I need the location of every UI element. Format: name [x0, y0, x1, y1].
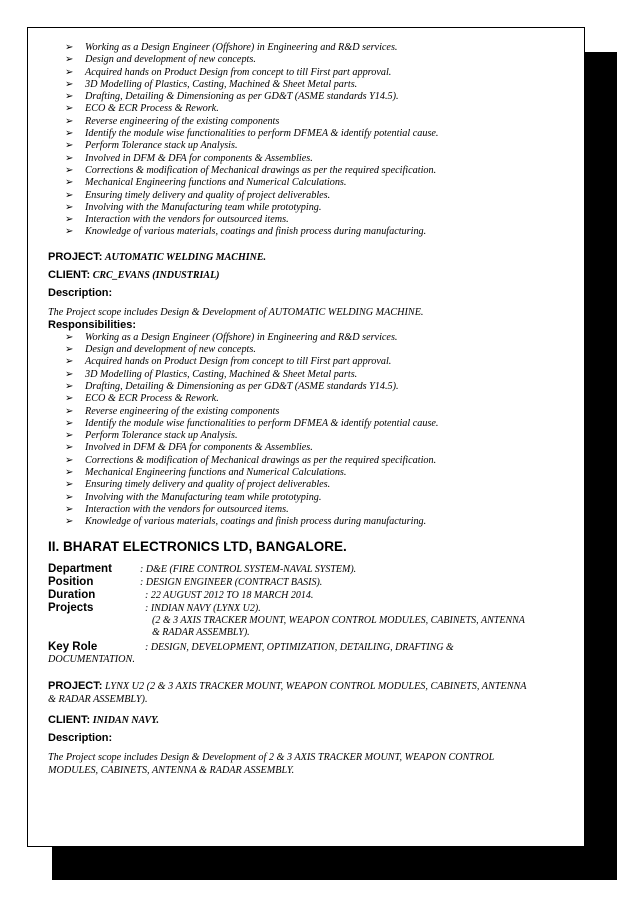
- bullet-item: [65, 393, 568, 405]
- document-page: [27, 27, 585, 847]
- department-row: [48, 563, 568, 576]
- project2-line: [48, 680, 568, 693]
- arrow-bullet-icon: ➢: [65, 201, 74, 213]
- bullet-text: Corrections & modification of Mechanical drawings as per the required specification.: [85, 454, 437, 466]
- bullet-text: Drafting, Detailing & Dimensioning as per GD&T (ASME standards Y14.5).: [85, 91, 399, 103]
- arrow-bullet-icon: ➢: [65, 380, 74, 392]
- project2-value-cont: & RADAR ASSEMBLY).: [48, 693, 148, 705]
- bullet-item: [65, 67, 568, 79]
- duration-value: : 22 AUGUST 2012 TO 18 MARCH 2014.: [145, 589, 314, 601]
- bullet-text: Involved in DFM & DFA for components & Assemblies.: [85, 152, 313, 164]
- bullet-item: [65, 177, 568, 189]
- bullet-text: Identify the module wise functionalities to perform DFMEA & identify potential cause.: [85, 417, 439, 429]
- bullet-item: [65, 153, 568, 165]
- project2-label: PROJECT:: [48, 679, 103, 692]
- project-line: [48, 251, 568, 264]
- arrow-bullet-icon: ➢: [65, 454, 74, 466]
- arrow-bullet-icon: ➢: [65, 66, 74, 78]
- bullet-text: Acquired hands on Product Design from concept to till First part approval.: [85, 66, 392, 78]
- client2-label: CLIENT:: [48, 713, 91, 726]
- bullet-item: [65, 381, 568, 393]
- bullet-item: [65, 479, 568, 491]
- position-value: : DESIGN ENGINEER (CONTRACT BASIS).: [140, 576, 323, 588]
- description-label: Description:: [48, 286, 113, 299]
- duration-label: Duration: [48, 588, 96, 601]
- position-row: [48, 576, 568, 589]
- department-value: : D&E (FIRE CONTROL SYSTEM-NAVAL SYSTEM).: [140, 563, 357, 575]
- bullet-item: [65, 226, 568, 238]
- arrow-bullet-icon: ➢: [65, 516, 74, 528]
- bullet-item: [65, 165, 568, 177]
- bullet-text: Involving with the Manufacturing team while prototyping.: [85, 201, 322, 213]
- bullet-item: [65, 190, 568, 202]
- arrow-bullet-icon: ➢: [65, 91, 74, 103]
- description-text: The Project scope includes Design & Development of AUTOMATIC WELDING MACHINE.: [48, 306, 424, 318]
- bullet-text: Involving with the Manufacturing team while prototyping.: [85, 491, 322, 503]
- bullet-item: [65, 442, 568, 454]
- project2-value: LYNX U2 (2 & 3 AXIS TRACKER MOUNT, WEAPON CONTROL MODULES, CABINETS, ANTENNA: [104, 680, 527, 692]
- projects-value: : INDIAN NAVY (LYNX U2).: [145, 602, 261, 614]
- arrow-bullet-icon: ➢: [65, 393, 74, 405]
- bullet-text: Interaction with the vendors for outsourced items.: [85, 214, 289, 226]
- arrow-bullet-icon: ➢: [65, 356, 74, 368]
- bullet-text: ECO & ECR Process & Rework.: [85, 393, 219, 405]
- bullet-item: [65, 91, 568, 103]
- bullet-text: Ensuring timely delivery and quality of project deliverables.: [85, 479, 331, 491]
- bullet-item: [65, 103, 568, 115]
- bullet-item: [65, 516, 568, 528]
- arrow-bullet-icon: ➢: [65, 344, 74, 356]
- bullet-text: 3D Modelling of Plastics, Casting, Machined & Sheet Metal parts.: [85, 368, 358, 380]
- projects-row: [48, 602, 568, 615]
- bullet-text: Perform Tolerance stack up Analysis.: [85, 140, 238, 152]
- projects-detail-2: & RADAR ASSEMBLY).: [152, 626, 250, 638]
- bullet-text: Identify the module wise functionalities to perform DFMEA & identify potential cause.: [85, 128, 439, 140]
- bullet-item: [65, 356, 568, 368]
- bullet-text: Involved in DFM & DFA for components & Assemblies.: [85, 442, 313, 454]
- bullet-item: [65, 369, 568, 381]
- arrow-bullet-icon: ➢: [65, 115, 74, 127]
- page-content: [48, 42, 568, 777]
- responsibilities-list-previous: [48, 42, 568, 239]
- project-name: AUTOMATIC WELDING MACHINE.: [104, 251, 267, 263]
- bullet-text: Ensuring timely delivery and quality of project deliverables.: [85, 189, 331, 201]
- bullet-item: [65, 214, 568, 226]
- arrow-bullet-icon: ➢: [65, 103, 74, 115]
- arrow-bullet-icon: ➢: [65, 42, 74, 53]
- bullet-text: Interaction with the vendors for outsourced items.: [85, 503, 289, 515]
- arrow-bullet-icon: ➢: [65, 189, 74, 201]
- responsibilities-list: [48, 332, 568, 529]
- bullet-text: Reverse engineering of the existing components: [85, 115, 280, 127]
- bullet-item: [65, 455, 568, 467]
- bullet-text: Corrections & modification of Mechanical drawings as per the required specification.: [85, 164, 437, 176]
- position-label: Position: [48, 575, 94, 588]
- arrow-bullet-icon: ➢: [65, 128, 74, 140]
- bullet-text: Perform Tolerance stack up Analysis.: [85, 430, 238, 442]
- keyrole-value: : DESIGN, DEVELOPMENT, OPTIMIZATION, DETAILING, DRAFTING &: [145, 641, 454, 653]
- keyrole-value-cont: DOCUMENTATION.: [48, 653, 135, 665]
- duration-row: [48, 589, 568, 602]
- bullet-text: Design and development of new concepts.: [85, 344, 256, 356]
- arrow-bullet-icon: ➢: [65, 479, 74, 491]
- arrow-bullet-icon: ➢: [65, 503, 74, 515]
- bullet-text: Working as a Design Engineer (Offshore) in Engineering and R&D services.: [85, 42, 398, 53]
- arrow-bullet-icon: ➢: [65, 430, 74, 442]
- bullet-item: [65, 467, 568, 479]
- responsibilities-label: Responsibilities:: [48, 318, 137, 331]
- bullet-item: [65, 116, 568, 128]
- bullet-item: [65, 492, 568, 504]
- bullet-text: Acquired hands on Product Design from concept to till First part approval.: [85, 356, 392, 368]
- department-label: Department: [48, 562, 112, 575]
- arrow-bullet-icon: ➢: [65, 405, 74, 417]
- arrow-bullet-icon: ➢: [65, 442, 74, 454]
- client-line: [48, 269, 568, 282]
- arrow-bullet-icon: ➢: [65, 78, 74, 90]
- bullet-text: 3D Modelling of Plastics, Casting, Machined & Sheet Metal parts.: [85, 78, 358, 90]
- arrow-bullet-icon: ➢: [65, 226, 74, 238]
- bullet-item: [65, 202, 568, 214]
- bullet-text: Working as a Design Engineer (Offshore) in Engineering and R&D services.: [85, 331, 398, 343]
- bullet-item: [65, 504, 568, 516]
- arrow-bullet-icon: ➢: [65, 214, 74, 226]
- bullet-text: Mechanical Engineering functions and Numerical Calculations.: [85, 467, 347, 479]
- bullet-text: Knowledge of various materials, coatings and finish process during manufacturing.: [85, 516, 427, 528]
- arrow-bullet-icon: ➢: [65, 467, 74, 479]
- bullet-text: Mechanical Engineering functions and Numerical Calculations.: [85, 177, 347, 189]
- company-heading: II. BHARAT ELECTRONICS LTD, BANGALORE.: [48, 538, 347, 554]
- bullet-text: ECO & ECR Process & Rework.: [85, 103, 219, 115]
- bullet-text: Reverse engineering of the existing components: [85, 405, 280, 417]
- arrow-bullet-icon: ➢: [65, 140, 74, 152]
- keyrole-label: Key Role: [48, 640, 98, 653]
- bullet-item: [65, 332, 568, 344]
- client2-name: INIDAN NAVY.: [92, 714, 160, 726]
- bullet-text: Knowledge of various materials, coatings and finish process during manufacturing.: [85, 226, 427, 238]
- bullet-item: [65, 418, 568, 430]
- arrow-bullet-icon: ➢: [65, 54, 74, 66]
- client2-line: [48, 714, 568, 727]
- bullet-item: [65, 54, 568, 66]
- arrow-bullet-icon: ➢: [65, 152, 74, 164]
- bullet-item: [65, 128, 568, 140]
- keyrole-row: [48, 641, 568, 654]
- bullet-text: Drafting, Detailing & Dimensioning as per GD&T (ASME standards Y14.5).: [85, 380, 399, 392]
- bullet-item: [65, 140, 568, 152]
- description2-text-2: MODULES, CABINETS, ANTENNA & RADAR ASSEMBLY.: [48, 764, 295, 776]
- arrow-bullet-icon: ➢: [65, 331, 74, 343]
- description2-text-1: The Project scope includes Design & Development of 2 & 3 AXIS TRACKER MOUNT, WEAPON CONTROL: [48, 751, 495, 763]
- projects-detail-1: (2 & 3 AXIS TRACKER MOUNT, WEAPON CONTROL MODULES, CABINETS, ANTENNA: [152, 614, 525, 626]
- bullet-text: Design and development of new concepts.: [85, 54, 256, 66]
- arrow-bullet-icon: ➢: [65, 417, 74, 429]
- bullet-item: [65, 79, 568, 91]
- arrow-bullet-icon: ➢: [65, 368, 74, 380]
- client-label: CLIENT:: [48, 268, 91, 281]
- bullet-item: [65, 42, 568, 54]
- client-name: CRC_EVANS (INDUSTRIAL): [92, 269, 220, 281]
- projects-label: Projects: [48, 601, 94, 614]
- description2-label: Description:: [48, 731, 113, 744]
- bullet-item: [65, 406, 568, 418]
- project-label: PROJECT:: [48, 250, 103, 263]
- bullet-item: [65, 344, 568, 356]
- arrow-bullet-icon: ➢: [65, 177, 74, 189]
- bullet-item: [65, 430, 568, 442]
- arrow-bullet-icon: ➢: [65, 164, 74, 176]
- arrow-bullet-icon: ➢: [65, 491, 74, 503]
